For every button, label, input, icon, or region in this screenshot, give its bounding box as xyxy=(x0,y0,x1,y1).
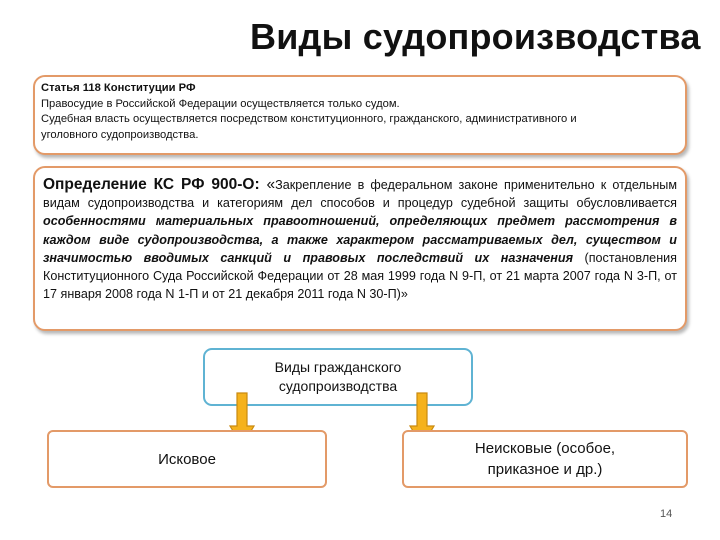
non-lawsuit-label-line-2: приказное и др.) xyxy=(487,461,603,478)
constitution-line-3: уголовного судопроизводства. xyxy=(41,128,199,141)
page-number: 14 xyxy=(660,508,673,520)
non-lawsuit-procedure-box xyxy=(402,430,688,488)
constitution-line-2: Судебная власть осуществляется посредством конституционного, гражданского, административного и xyxy=(41,113,577,125)
definition-heading: Определение КС РФ 900-О: xyxy=(43,176,260,193)
constitution-article-box xyxy=(33,75,687,155)
definition-open-quote: « xyxy=(259,176,276,193)
definition-emphasis: особенностями материальных правоотношений, определяющих предмет рассмотрения в каждом виде судопроизводства, а также характером рассматриваемых дел, существом и значимостью вводимых санкций и правовых последствий их назначения xyxy=(43,214,677,265)
civil-procedure-label-line-1: Виды гражданского xyxy=(274,359,402,375)
lawsuit-procedure-box xyxy=(47,430,327,488)
slide-title: Виды судопроизводства xyxy=(250,16,701,57)
definition-text-start: Закрепление в федеральном законе применительно к отдельным видам судопроизводства и категориям дел способов и процедур судебной защиты обусловливается xyxy=(43,178,677,211)
civil-procedure-label-line-2: судопроизводства xyxy=(278,378,398,394)
definition-box xyxy=(33,166,687,331)
definition-text-end: (постановления Конституционного Суда Российской Федерации от 28 мая 1999 года N 9-П, от 21 марта 2007 года N 3-П, от 17 января 2008 года N 1-П и от 21 декабря 2011 года N 30-П)» xyxy=(43,250,677,302)
non-lawsuit-label-line-1: Неисковые (особое, xyxy=(474,440,616,457)
lawsuit-procedure-label: Исковое xyxy=(158,450,216,468)
constitution-heading: Статья 118 Конституции РФ xyxy=(41,82,196,94)
constitution-line-1: Правосудие в Российской Федерации осуществляется только судом. xyxy=(41,97,400,110)
